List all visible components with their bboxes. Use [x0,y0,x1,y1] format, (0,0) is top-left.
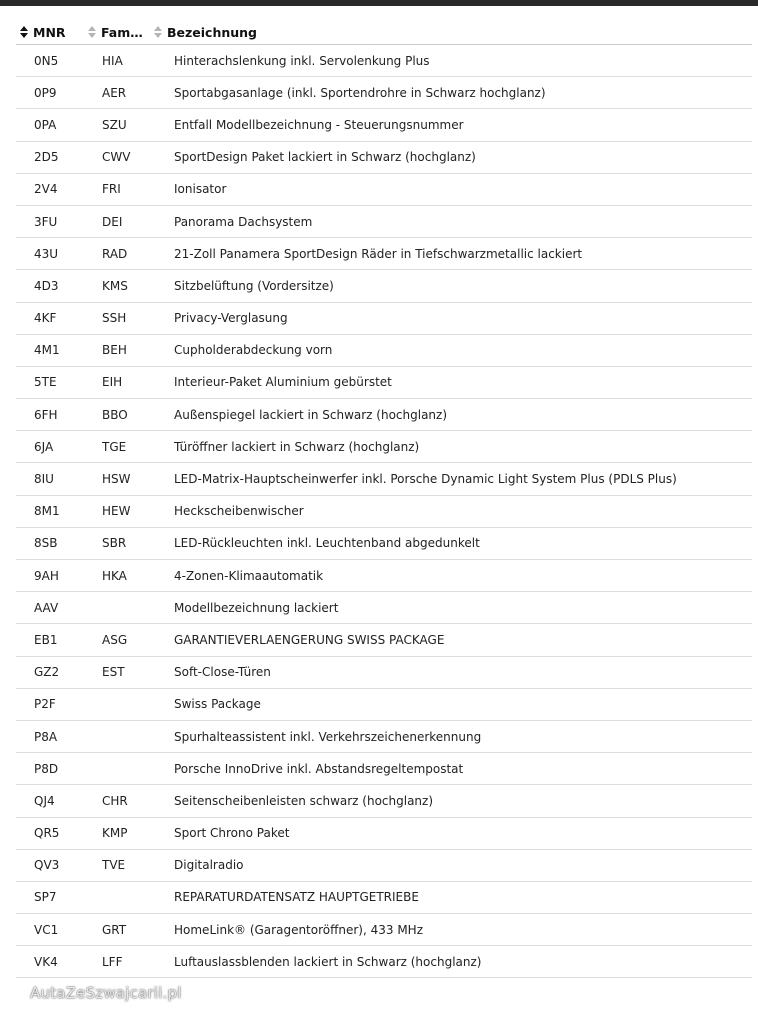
table-row [16,45,752,77]
cell-family: CWV [102,150,131,165]
cell-description: Cupholderabdeckung vorn [174,343,333,358]
sort-ascending-icon [20,25,29,39]
cell-description: SportDesign Paket lackiert in Schwarz (hochglanz) [174,150,476,165]
cell-mnr: 8M1 [34,504,60,519]
cell-mnr: 43U [34,246,59,261]
cell-description: Interieur-Paket Aluminium gebürstet [174,375,392,390]
cell-mnr: 4D3 [34,278,59,293]
cell-description: Sportabgasanlage (inkl. Sportendrohre in Schwarz hochglanz) [174,85,546,100]
cell-description: HomeLink® (Garagentoröffner), 433 MHz [174,922,424,937]
cell-mnr: QV3 [34,858,60,873]
table-row [16,882,752,914]
cell-mnr: QR5 [34,826,60,841]
table-body [16,45,752,978]
table-row [16,946,752,978]
table-row [16,367,752,399]
cell-mnr: 3FU [34,214,58,229]
cell-mnr: 6JA [34,439,54,454]
table-row [16,399,752,431]
cell-mnr: 0N5 [34,53,59,68]
cell-family: BBO [102,407,128,422]
cell-description: 4-Zonen-Klimaautomatik [174,568,324,583]
table-row [16,206,752,238]
cell-family: HSW [102,472,131,487]
cell-family: KMP [102,826,128,841]
table-row [16,914,752,946]
cell-description: Sitzbelüftung (Vordersitze) [174,278,334,293]
cell-description: Luftauslassblenden lackiert in Schwarz (hochglanz) [174,954,482,969]
cell-family: EST [102,665,125,680]
cell-description: Porsche InnoDrive inkl. Abstandsregeltempostat [174,761,464,776]
cell-family: AER [102,85,127,100]
cell-mnr: QJ4 [34,793,55,808]
cell-description: Seitenscheibenleisten schwarz (hochglanz) [174,793,434,808]
cell-family: CHR [102,793,128,808]
cell-family: GRT [102,922,127,937]
cell-description: LED-Rückleuchten inkl. Leuchtenband abgedunkelt [174,536,480,551]
column-header-mnr-label: MNR [33,24,66,40]
cell-family: KMS [102,278,128,293]
cell-description: REPARATURDATENSATZ HAUPTGETRIEBE [174,890,419,905]
column-header-family[interactable] [86,25,154,40]
cell-description: Türöffner lackiert in Schwarz (hochglanz) [174,439,420,454]
cell-family: HEW [102,504,131,519]
cell-mnr: P8D [34,761,59,776]
table-row [16,785,752,817]
cell-description: LED-Matrix-Hauptscheinwerfer inkl. Porsche Dynamic Light System Plus (PDLS Plus) [174,472,677,487]
table-row [16,657,752,689]
cell-mnr: 2D5 [34,150,59,165]
table-row [16,818,752,850]
cell-mnr: P8A [34,729,58,744]
cell-family: HKA [102,568,127,583]
equipment-table [16,20,752,978]
cell-mnr: AAV [34,600,59,615]
table-row [16,850,752,882]
table-row [16,335,752,367]
cell-family: TVE [102,858,126,873]
table-row [16,142,752,174]
cell-family: HIA [102,53,123,68]
table-row [16,174,752,206]
table-row [16,109,752,141]
cell-description: Entfall Modellbezeichnung - Steuerungsnummer [174,117,464,132]
top-bar [0,0,758,6]
cell-description: Swiss Package [174,697,261,712]
cell-family: SSH [102,311,127,326]
cell-description: Heckscheibenwischer [174,504,304,519]
table-row [16,624,752,656]
cell-description: 21-Zoll Panamera SportDesign Räder in Tiefschwarzmetallic lackiert [174,246,583,261]
cell-mnr: SP7 [34,890,57,905]
table-row [16,238,752,270]
cell-mnr: 0PA [34,117,57,132]
cell-mnr: 6FH [34,407,58,422]
cell-description: GARANTIEVERLAENGERUNG SWISS PACKAGE [174,632,445,647]
cell-description: Spurhalteassistent inkl. Verkehrszeichenerkennung [174,729,482,744]
cell-family: DEI [102,214,123,229]
table-row [16,270,752,302]
cell-family: FRI [102,182,121,197]
column-header-family-label: Fam… [101,24,143,40]
cell-family: SZU [102,117,127,132]
cell-description: Panorama Dachsystem [174,214,313,229]
watermark: AutaZeSzwajcarii.pl [30,984,182,1002]
cell-family: EIH [102,375,123,390]
table-row [16,753,752,785]
table-row [16,77,752,109]
cell-description: Modellbezeichnung lackiert [174,600,339,615]
cell-mnr: 5TE [34,375,57,390]
cell-family: BEH [102,343,127,358]
cell-description: Digitalradio [174,858,244,873]
table-row [16,560,752,592]
cell-mnr: GZ2 [34,665,60,680]
cell-mnr: VK4 [34,954,58,969]
table-row [16,431,752,463]
table-row [16,463,752,495]
cell-mnr: P2F [34,697,56,712]
cell-mnr: EB1 [34,632,58,647]
sort-neutral-icon [88,25,97,39]
column-header-description-label: Bezeichnung [167,24,257,40]
cell-family: ASG [102,632,128,647]
cell-description: Sport Chrono Paket [174,826,290,841]
column-header-mnr[interactable] [16,25,86,40]
table-row [16,592,752,624]
cell-mnr: 8SB [34,536,58,551]
table-header [16,20,752,45]
cell-family: RAD [102,246,128,261]
table-row [16,721,752,753]
cell-mnr: 9AH [34,568,59,583]
cell-mnr: 2V4 [34,182,58,197]
cell-description: Außenspiegel lackiert in Schwarz (hochglanz) [174,407,448,422]
cell-description: Hinterachslenkung inkl. Servolenkung Plus [174,53,430,68]
table-row [16,303,752,335]
cell-description: Soft-Close-Türen [174,665,271,680]
table-row [16,689,752,721]
cell-family: SBR [102,536,127,551]
cell-description: Ionisator [174,182,227,197]
cell-mnr: VC1 [34,922,59,937]
cell-family: TGE [102,439,127,454]
sort-neutral-icon [154,25,163,39]
cell-description: Privacy-Verglasung [174,311,288,326]
table-row [16,496,752,528]
cell-mnr: 4M1 [34,343,60,358]
cell-family: LFF [102,954,123,969]
column-header-description[interactable] [154,25,752,40]
cell-mnr: 4KF [34,311,57,326]
table-row [16,528,752,560]
cell-mnr: 8IU [34,472,54,487]
cell-mnr: 0P9 [34,85,57,100]
